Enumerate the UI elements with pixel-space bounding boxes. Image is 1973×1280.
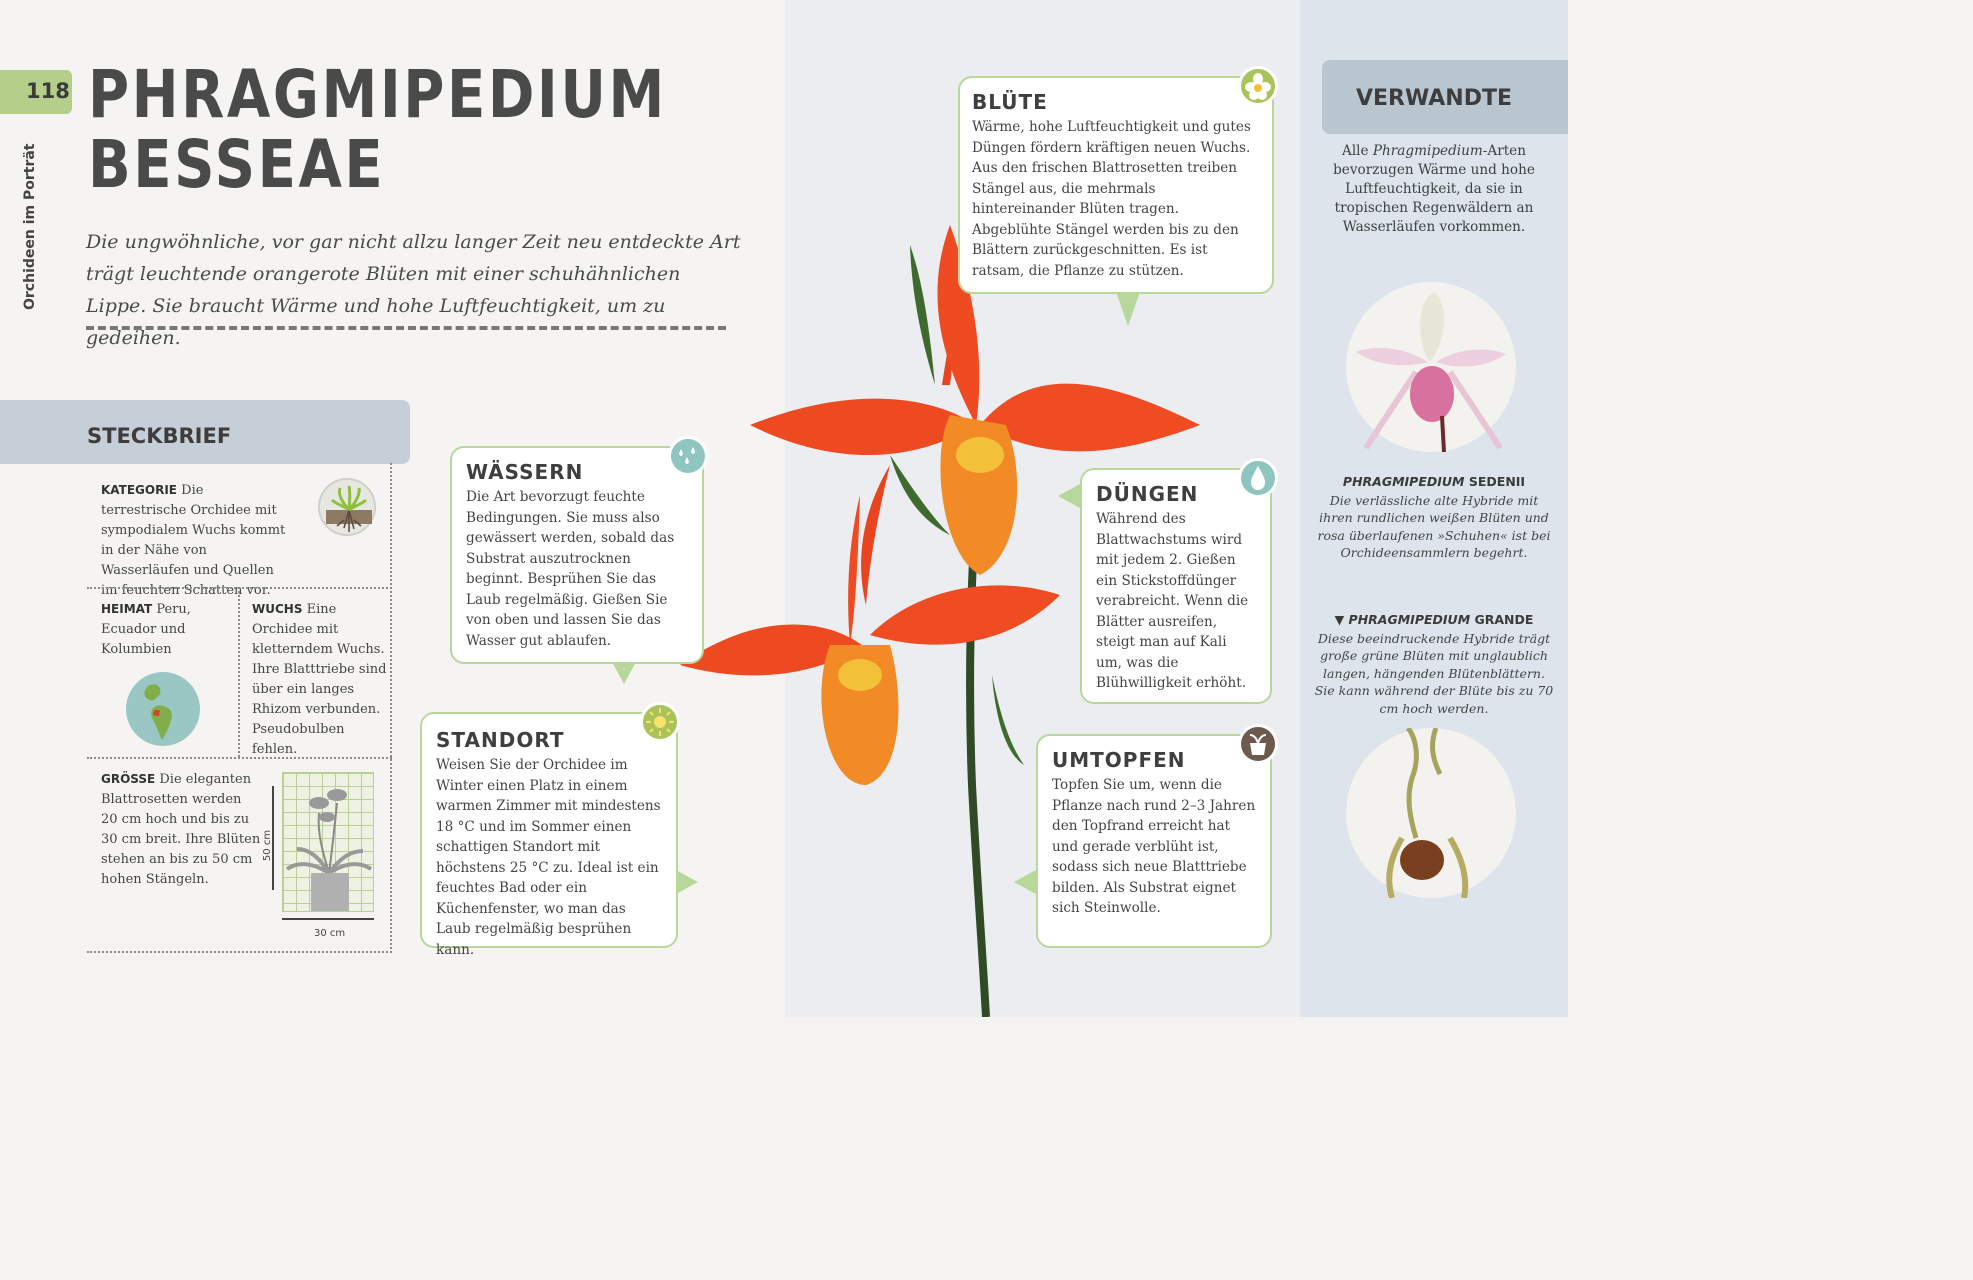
globe-icon	[126, 672, 200, 746]
verwandte-intro-before: Alle	[1342, 143, 1373, 159]
standort-text: Weisen Sie der Orchidee im Winter einen Platz in einem warmen Zimmer mit mindestens 18 °C und im Sommer einen schattigen Standort mit höchstens 25 °C zu. Ideal ist ein feuchtes Bad oder ein Küchenfenster, wo man das Laub regelmäßig besprühen kann.	[436, 757, 661, 958]
umtopfen-bubble-tail	[1014, 870, 1036, 894]
intro-text: Die ungwöhnliche, vor gar nicht allzu langer Zeit neu entdeckte Art trägt leuchtende orangerote Blüten mit einer schuhähnlichen Lippe. Sie braucht Wärme und hohe Luftfeuchtigkeit, um zu gedeihen.	[86, 231, 741, 349]
bluete-bubble	[958, 76, 1274, 294]
title-line-2: BESSEAE	[88, 126, 386, 203]
standort-bubble-tail	[676, 870, 698, 894]
standort-bubble	[420, 712, 678, 958]
pot-icon	[1238, 724, 1278, 764]
duengen-title: DÜNGEN	[1096, 482, 1199, 506]
wuchs-cell	[252, 599, 392, 760]
grande-photo	[1346, 728, 1516, 898]
umtopfen-text: Topfen Sie um, wenn die Pflanze nach rund 2–3 Jahren den Topfrand erreicht hat und gerade verblüht ist, sodass sich neue Blatttriebe bilden. Als Substrat eignet sich Steinwolle.	[1052, 777, 1256, 916]
wuchs-text: Eine Orchidee mit kletterndem Wuchs. Ihre Blatttriebe sind über ein langes Rhizom verbunden. Pseudobulben fehlen.	[252, 602, 387, 757]
grande-species: GRANDE	[1474, 612, 1534, 627]
standort-title: STANDORT	[436, 728, 565, 752]
sedenii-photo	[1346, 282, 1516, 452]
sedenii-genus: PHRAGMIPEDIUM	[1342, 474, 1465, 489]
section-label: Orchideen im Porträt	[22, 143, 38, 310]
roots-plant-icon	[318, 478, 376, 536]
waessern-text: Die Art bevorzugt feuchte Bedingungen. Sie muss also gewässert werden, sobald das Substrat auszutrocknen beginnt. Besprühen Sie das Laub regelmäßig. Gießen Sie von oben und lassen Sie das Wasser gut ablaufen.	[466, 489, 675, 649]
title-line-1: PHRAGMIPEDIUM	[88, 56, 667, 133]
groesse-label: GRÖSSE	[101, 772, 156, 786]
page-title	[88, 56, 667, 203]
verwandte-intro-after: -Arten bevorzugen Wärme und hohe Luftfeuchtigkeit, da sie in tropischen Regenwäldern an Wasserläufen vorkommen.	[1333, 143, 1535, 235]
fertilizer-drop-icon	[1238, 458, 1278, 498]
steckbrief-divider-3	[87, 757, 392, 759]
heimat-cell	[101, 599, 231, 660]
duengen-text: Während des Blattwachstums wird mit jedem 2. Gießen ein Stickstoffdünger verabreicht. Wenn die Blätter ausreifen, steigt man auf Kali um, was die Blühwilligkeit erhöht.	[1096, 511, 1249, 691]
kategorie-label: KATEGORIE	[101, 483, 177, 497]
caret-down-icon: ▼	[1334, 612, 1345, 627]
duengen-bubble	[1080, 468, 1272, 704]
bluete-title: BLÜTE	[972, 90, 1048, 114]
bluete-text: Wärme, hohe Luftfeuchtigkeit und gutes Düngen fördern kräftigen neuen Wuchs. Aus den frischen Blattrosetten treiben Stängel aus, die mehrmals hintereinander Blüten tragen. Abgeblühte Stängel werden bis zu den Blättern zurückgeschnitten. Es ist ratsam, die Pflanze zu stützen.	[972, 119, 1251, 279]
umtopfen-title: UMTOPFEN	[1052, 748, 1186, 772]
verwandte-title: VERWANDTE	[1355, 86, 1512, 111]
verwandte-intro-genus: Phragmipedium	[1372, 143, 1483, 159]
sun-icon	[640, 702, 680, 742]
sedenii-name	[1300, 474, 1568, 489]
grande-name	[1300, 612, 1568, 627]
bluete-bubble-tail	[1116, 292, 1140, 326]
waessern-title: WÄSSERN	[466, 460, 584, 484]
steckbrief-title: STECKBRIEF	[87, 424, 232, 448]
height-dimension-label: 50 cm	[262, 829, 274, 862]
width-dimension-label: 30 cm	[314, 928, 346, 939]
sedenii-caption: Die verlässliche alte Hybride mit ihren rundlichen weißen Blüten und rosa überlaufenen »Schuhen« ist bei Orchideensammlern begehrt.	[1317, 493, 1551, 561]
duengen-bubble-tail	[1058, 484, 1080, 508]
umtopfen-bubble	[1036, 734, 1272, 948]
kategorie-text: Die terrestrische Orchidee mit sympodialem Wuchs kommt in der Nähe von Wasserläufen und Quellen im feuchten Schatten vor.	[101, 483, 286, 598]
heimat-label: HEIMAT	[101, 602, 153, 616]
verwandte-intro	[1312, 142, 1556, 237]
steckbrief-divider-2	[238, 587, 240, 757]
sedenii-species: SEDENII	[1468, 474, 1526, 489]
grande-genus: PHRAGMIPEDIUM	[1348, 612, 1471, 627]
waessern-bubble-tail	[612, 662, 636, 684]
dashed-divider	[86, 326, 726, 336]
groesse-cell	[101, 769, 261, 890]
size-diagram	[282, 772, 374, 912]
water-drops-icon	[668, 436, 708, 476]
grande-caption: Diese beeindruckende Hybride trägt große grüne Blüten mit unglaublich langen, hängenden Blütenblättern. Sie kann während der Blüte bis zu 70 cm hoch werden.	[1314, 631, 1554, 716]
wuchs-label: WUCHS	[252, 602, 303, 616]
width-dimension-line	[282, 918, 374, 920]
heimat-text: Peru, Ecuador und Kolumbien	[101, 602, 191, 657]
flower-icon	[1238, 66, 1278, 106]
waessern-bubble	[450, 446, 704, 664]
page-number-tab	[0, 70, 72, 114]
kategorie-cell	[101, 480, 289, 601]
groesse-text: Die eleganten Blattrosetten werden 20 cm hoch und bis zu 30 cm breit. Ihre Blüten stehen an bis zu 50 cm hohen Stängeln.	[101, 772, 261, 887]
page-number: 118	[26, 79, 70, 103]
